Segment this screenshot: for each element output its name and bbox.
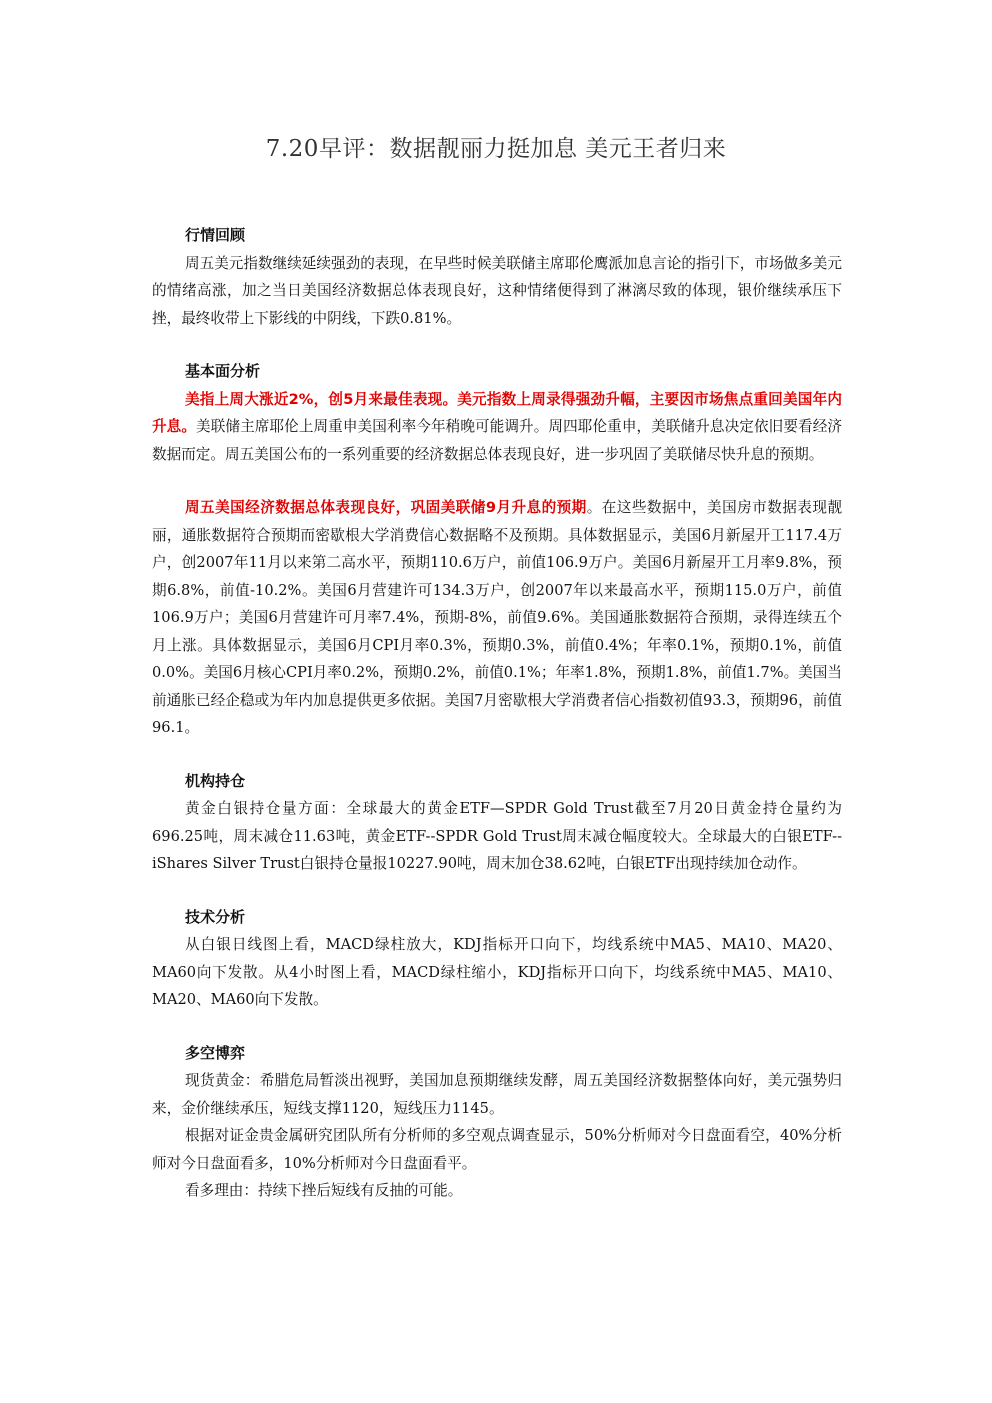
paragraph	[152, 795, 842, 878]
section-market-review	[152, 222, 842, 332]
section-bull-bear	[152, 1040, 842, 1205]
paragraph	[152, 494, 842, 742]
paragraph	[152, 1122, 842, 1177]
highlight-text: 美指上周大涨近2%，创5月来最佳表现。美元指数上周录得强劲升幅，主要因市场焦点重回美国年内升息。	[152, 390, 842, 435]
section-heading: 多空博弈	[185, 1043, 246, 1062]
paragraph	[152, 386, 842, 469]
paragraph-text: 看多理由：持续下挫后短线有反抽的可能。	[185, 1182, 463, 1199]
paragraph-text: 根据对证金贵金属研究团队所有分析师的多空观点调查显示，50%分析师对今日盘面看空，40%分析师对今日盘面看多，10%分析师对今日盘面看平。	[152, 1127, 842, 1172]
section-heading: 行情回顾	[185, 226, 246, 244]
highlight-text: 周五美国经济数据总体表现良好，巩固美联储9月升息的预期	[185, 499, 587, 516]
section-heading: 基本面分析	[185, 362, 261, 380]
document-body	[152, 222, 842, 1205]
paragraph-text: 现货黄金：希腊危局暂淡出视野，美国加息预期继续发酵，周五美国经济数据整体向好，美元强势归来，金价继续承压，短线支撑1120，短线压力1145。	[152, 1072, 842, 1117]
section-fundamental-analysis	[152, 358, 842, 742]
paragraph	[152, 931, 842, 1014]
paragraph-text: 。在这些数据中，美国房市数据表现靓丽，通胀数据符合预期而密歇根大学消费信心数据略不及预期。具体数据显示，美国6月新屋开工117.4万户，创2007年11月以来第二高水平，预期110.6万户，前值106.9万户。美国6月新屋开工月率9.8%，预期6.8%，前值-10.2%。美国6月营建许可134.3万户，创2007年以来最高水平，预期115.0万户，前值106.9万户；美国6月营建许可月率7.4%，预期-8%，前值9.6%。美国通胀数据符合预期，录得连续五个月上涨。具体数据显示，美国6月CPI月率0.3%，预期0.3%，前值0.4%；年率0.1%，预期0.1%，前值0.0%。美国6月核心CPI月率0.2%，预期0.2%，前值0.1%；年率1.8%，预期1.8%，前值1.7%。美国当前通胀已经企稳或为年内加息提供更多依据。美国7月密歇根大学消费者信心指数初值93.3，预期96，前值96.1。	[152, 499, 842, 736]
paragraph-text: 周五美元指数继续延续强劲的表现，在早些时候美联储主席耶伦鹰派加息言论的指引下，市场做多美元的情绪高涨，加之当日美国经济数据总体表现良好，这种情绪便得到了淋漓尽致的体现，银价继续承压下挫，最终收带上下影线的中阴线，下跌0.81%。	[152, 254, 842, 327]
section-institutional-holdings	[152, 768, 842, 878]
paragraph-text: 黄金白银持仓量方面：全球最大的黄金ETF—SPDR Gold Trust截至7月20日黄金持仓量约为696.25吨，周末减仓11.63吨，黄金ETF--SPDR Gold Trust周末减仓幅度较大。全球最大的白银ETF--iShares Silver Trust白银持仓量报10227.90吨，周末加仓38.62吨，白银ETF出现持续加仓动作。	[152, 800, 842, 872]
paragraph	[152, 1067, 842, 1122]
paragraph-text: 从白银日线图上看，MACD绿柱放大，KDJ指标开口向下，均线系统中MA5、MA10、MA20、MA60向下发散。从4小时图上看，MACD绿柱缩小，KDJ指标开口向下，均线系统中MA5、MA10、MA20、MA60向下发散。	[152, 936, 842, 1008]
section-heading: 技术分析	[185, 907, 246, 926]
paragraph	[152, 1177, 842, 1205]
paragraph	[152, 250, 842, 333]
paragraph-text: 美联储主席耶伦上周重申美国利率今年稍晚可能调升。周四耶伦重申，美联储升息决定依旧要看经济数据而定。周五美国公布的一系列重要的经济数据总体表现良好，进一步巩固了美联储尽快升息的预期。	[152, 418, 842, 463]
section-heading: 机构持仓	[185, 771, 246, 790]
document-title: 7.20早评：数据靓丽力挺加息 美元王者归来	[265, 136, 727, 162]
section-technical-analysis	[152, 904, 842, 1014]
